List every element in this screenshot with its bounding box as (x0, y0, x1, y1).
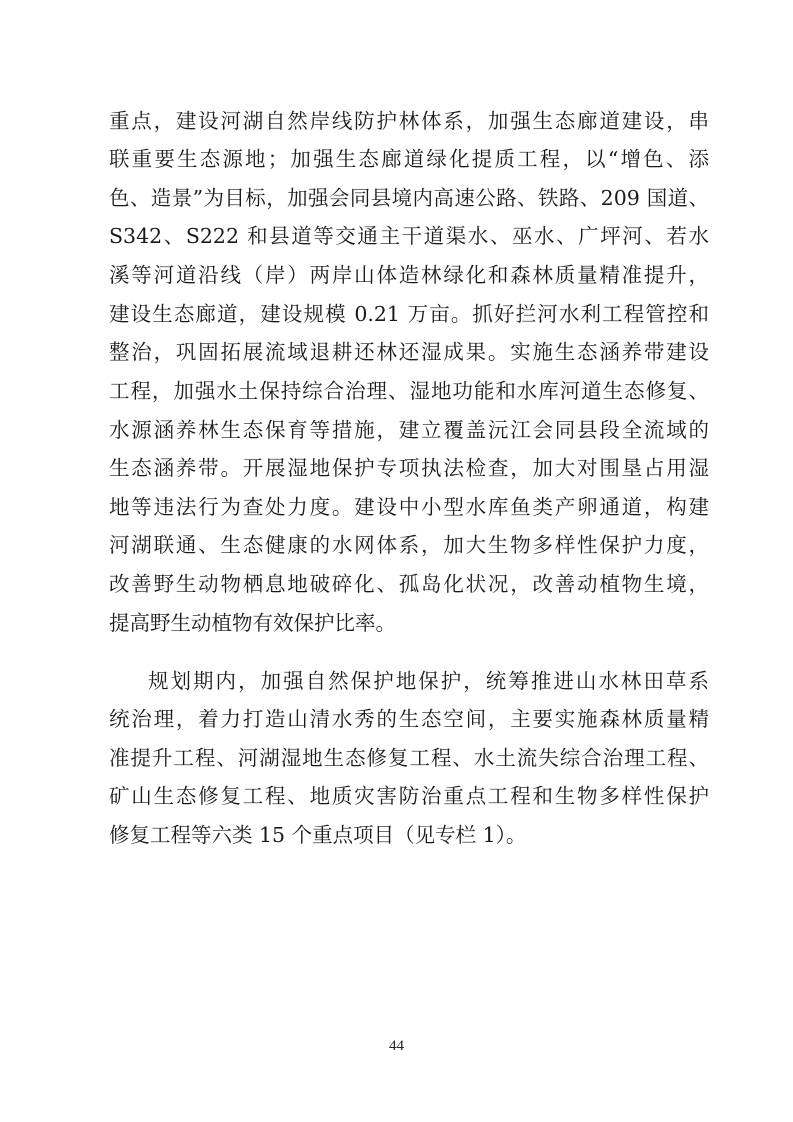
text-line: 整治，巩固拓展流域退耕还林还湿成果。实施生态涵养带建设 (109, 340, 709, 364)
text-line: 重点，建设河湖自然岸线防护林体系，加强生态廊道建设，串 (109, 109, 709, 133)
text-line: 提高野生动植物有效保护比率。 (109, 611, 396, 635)
text-line: 色、造景”为目标，加强会同县境内高速公路、铁路、209 国道、 (109, 186, 709, 210)
text-line: 准提升工程、河湖湿地生态修复工程、水土流失综合治理工程、 (109, 746, 709, 770)
text-line: 工程，加强水土保持综合治理、湿地功能和水库河道生态修复、 (109, 379, 709, 403)
text-line: 统治理，着力打造山清水秀的生态空间，主要实施森林质量精 (109, 707, 709, 731)
text-line: 溪等河道沿线（岸）两岸山体造林绿化和森林质量精准提升， (109, 263, 709, 287)
text-line: 河湖联通、生态健康的水网体系，加大生物多样性保护力度， (109, 533, 709, 557)
text-line: 生态涵养带。开展湿地保护专项执法检查，加大对围垦占用湿 (109, 456, 709, 480)
text-line: 建设生态廊道，建设规模 0.21 万亩。抓好拦河水利工程管控和 (109, 302, 709, 326)
text-line: 水源涵养林生态保育等措施，建立覆盖沅江会同县段全流域的 (109, 418, 709, 442)
text-line: 修复工程等六类 15 个重点项目（见专栏 1）。 (109, 823, 527, 847)
text-line: 联重要生态源地；加强生态廊道绿化提质工程，以“增色、添 (109, 147, 709, 171)
text-line: 矿山生态修复工程、地质灾害防治重点工程和生物多样性保护 (109, 784, 709, 808)
text-line: 地等违法行为查处力度。建设中小型水库鱼类产卵通道，构建 (109, 495, 709, 519)
page-number: 44 (389, 1038, 404, 1054)
text-line: S342、S222 和县道等交通主干道渠水、巫水、广坪河、若水 (109, 224, 709, 248)
text-line: 规划期内，加强自然保护地保护，统筹推进山水林田草系 (148, 669, 709, 693)
text-line: 改善野生动物栖息地破碎化、孤岛化状况，改善动植物生境， (109, 572, 709, 596)
